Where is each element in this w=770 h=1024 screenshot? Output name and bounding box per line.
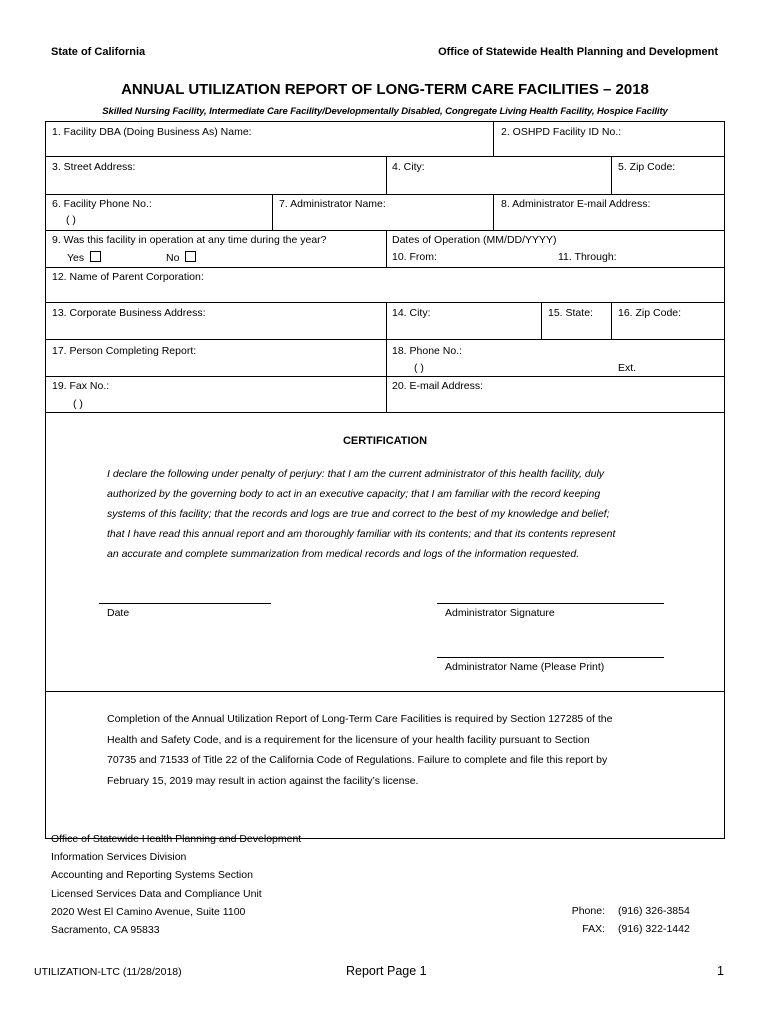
- admin-print-name-line[interactable]: [437, 657, 664, 658]
- option-yes-label: Yes: [67, 252, 85, 264]
- phone-area-code: ( ): [414, 362, 424, 374]
- contact-numbers: [618, 902, 690, 938]
- phone-label: Phone:: [571, 905, 605, 917]
- date-label: Date: [107, 607, 130, 619]
- col-divider: [611, 302, 612, 339]
- field-parent-corporation[interactable]: 12. Name of Parent Corporation:: [52, 271, 204, 283]
- field-corporate-zip[interactable]: 16. Zip Code:: [618, 307, 682, 319]
- notice-line: Completion of the Annual Utilization Report of Long-Term Care Facilities is required by Section 127285 of the: [107, 713, 613, 725]
- admin-print-name-label: Administrator Name (Please Print): [445, 661, 605, 673]
- fax-area-code: ( ): [73, 398, 83, 410]
- field-person-completing[interactable]: 17. Person Completing Report:: [52, 345, 197, 357]
- field-fax-number[interactable]: 19. Fax No.:: [52, 380, 110, 392]
- certification-line: authorized by the governing body to act in an executive capacity; that I am familiar with the record keeping: [107, 488, 601, 500]
- notice-line: February 15, 2019 may result in action against the facility’s license.: [107, 774, 419, 787]
- fax-label: FAX:: [582, 923, 605, 936]
- field-from-date[interactable]: 10. From:: [392, 251, 437, 263]
- certification-line: I declare the following under penalty of perjury: that I am the current administrator of this health facility, duly: [107, 468, 605, 480]
- row-divider: [45, 156, 725, 157]
- filing-requirement-notice: [107, 709, 667, 791]
- address-line: Sacramento, CA 95833: [51, 924, 160, 937]
- field-administrator-email[interactable]: 8. Administrator E-mail Address:: [501, 198, 651, 210]
- row-divider: [45, 230, 725, 231]
- header-state: State of California: [51, 46, 146, 58]
- field-corporate-address[interactable]: 13. Corporate Business Address:: [52, 307, 206, 319]
- field-facility-dba-name[interactable]: 1. Facility DBA (Doing Business As) Name:: [52, 126, 252, 138]
- address-line: Accounting and Reporting Systems Section: [51, 869, 253, 882]
- page-number: 1: [717, 964, 724, 978]
- row-divider: [45, 412, 725, 413]
- address-line: Information Services Division: [51, 851, 187, 864]
- field-state[interactable]: 15. State:: [548, 307, 593, 319]
- notice-line: 70735 and 71533 of Title 22 of the California Code of Regulations. Failure to complete and file this report by: [107, 754, 608, 766]
- report-page-label: Report Page 1: [346, 964, 427, 978]
- option-no-label: No: [166, 252, 180, 264]
- facility-phone-area-code: ( ): [66, 214, 76, 226]
- col-divider: [386, 156, 387, 194]
- certification-line: an accurate and complete summarization from medical records and logs of the information requested.: [107, 548, 580, 560]
- row-divider: [45, 691, 725, 692]
- field-oshpd-facility-id[interactable]: 2. OSHPD Facility ID No.:: [501, 126, 622, 138]
- col-divider: [386, 339, 387, 412]
- field-email-address[interactable]: 20. E-mail Address:: [392, 380, 484, 392]
- field-administrator-name[interactable]: 7. Administrator Name:: [279, 198, 386, 210]
- col-divider: [611, 156, 612, 194]
- col-divider: [493, 121, 494, 156]
- no-checkbox[interactable]: [185, 251, 196, 262]
- option-yes[interactable]: [67, 251, 101, 264]
- address-line: Office of Statewide Health Planning and Development: [51, 833, 302, 845]
- row-divider: [45, 267, 725, 268]
- admin-signature-line[interactable]: [437, 603, 664, 604]
- address-line: Licensed Services Data and Compliance Unit: [51, 887, 262, 900]
- field-zip-code[interactable]: 5. Zip Code:: [618, 161, 676, 173]
- row-divider: [45, 376, 725, 377]
- office-phone: (916) 326-3854: [618, 905, 690, 917]
- notice-line: Health and Safety Code, and is a requirement for the licensure of your health facility pursuant to Section: [107, 733, 590, 746]
- row-divider: [45, 194, 725, 195]
- form-id: UTILIZATION-LTC (11/28/2018): [34, 966, 182, 978]
- field-facility-phone[interactable]: 6. Facility Phone No.:: [52, 198, 152, 210]
- certification-line: that I have read this annual report and am thoroughly familiar with its contents; and that its contents represent: [107, 528, 616, 540]
- address-line: 2020 West El Camino Avenue, Suite 1100: [51, 905, 246, 918]
- contact-labels: [520, 902, 605, 938]
- option-no[interactable]: [166, 251, 196, 264]
- col-divider: [386, 302, 387, 339]
- mailing-address: [51, 830, 301, 939]
- row-divider: [45, 339, 725, 340]
- admin-signature-label: Administrator Signature: [445, 607, 555, 619]
- header-office: Office of Statewide Health Planning and Development: [438, 46, 718, 58]
- field-street-address[interactable]: 3. Street Address:: [52, 161, 136, 173]
- field-city[interactable]: 4. City:: [392, 161, 425, 173]
- certification-line: systems of this facility; that the records and logs are true and correct to the best of my knowledge and belief;: [107, 508, 610, 520]
- certification-statement: [107, 464, 667, 564]
- col-divider: [386, 230, 387, 267]
- col-divider: [493, 194, 494, 230]
- field-phone-number[interactable]: 18. Phone No.:: [392, 345, 463, 357]
- page-subtitle: Skilled Nursing Facility, Intermediate Care Facility/Developmentally Disabled, Congregate Living Health Facility, Hospice Facility: [102, 106, 668, 117]
- field-through-date[interactable]: 11. Through:: [558, 251, 617, 263]
- yes-checkbox[interactable]: [90, 251, 101, 262]
- field-corporate-city[interactable]: 14. City:: [392, 307, 431, 319]
- col-divider: [541, 302, 542, 339]
- certification-title: CERTIFICATION: [342, 435, 428, 447]
- question-in-operation: 9. Was this facility in operation at any time during the year?: [52, 234, 327, 246]
- office-fax: (916) 322-1442: [618, 923, 690, 936]
- row-divider: [45, 302, 725, 303]
- dates-of-operation-label: Dates of Operation (MM/DD/YYYY): [392, 234, 557, 246]
- col-divider: [272, 194, 273, 230]
- phone-extension[interactable]: Ext.: [618, 362, 637, 374]
- page-title: ANNUAL UTILIZATION REPORT OF LONG-TERM CARE FACILITIES – 2018: [121, 81, 649, 98]
- date-signature-line[interactable]: [99, 603, 271, 604]
